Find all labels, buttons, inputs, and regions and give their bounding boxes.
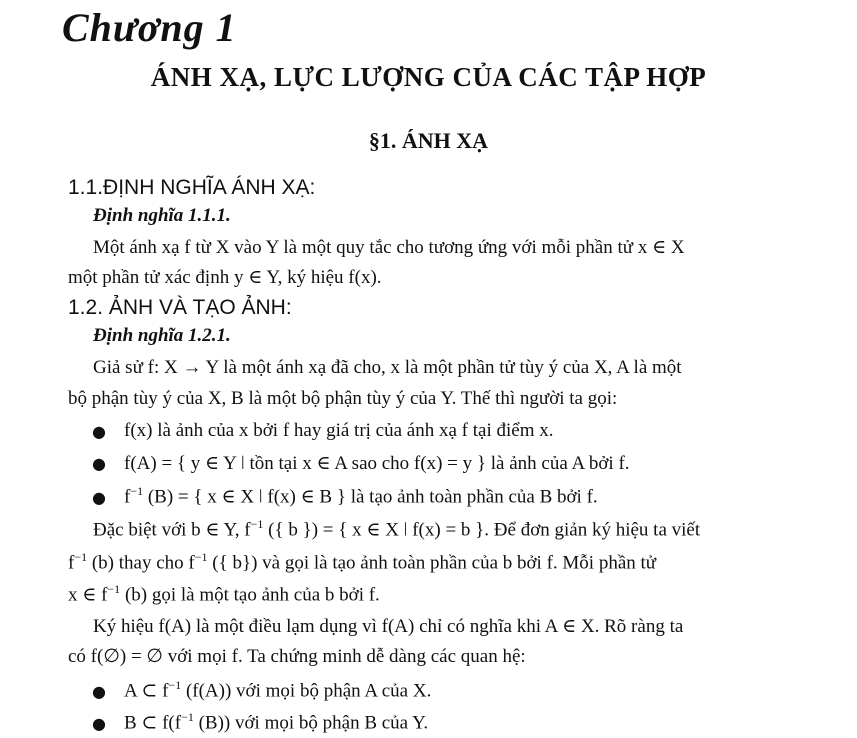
paragraph-line: Một ánh xạ f từ X vào Y là một quy tắc cho tương ứng với mỗi phần tử x ∈ X [93,237,685,258]
heading-1-1: 1.1.ĐỊNH NGHĨA ÁNH XẠ: [68,176,316,199]
definition-1-1-1-label: Định nghĩa 1.1.1. [93,205,231,226]
section-title: §1. ÁNH XẠ [368,128,489,153]
bullet-icon: ● [92,682,106,701]
paragraph-line: có f(∅) = ∅ với mọi f. Ta chứng minh dễ dàng các quan hệ: [68,646,526,667]
paragraph-line: Giả sử f: X → Y là một ánh xạ đã cho, x là một phần tử tùy ý của X, A là một [93,357,682,378]
list-item: A ⊂ $f^{-1}$ (f(A)) với mọi bộ phận A của X. [124,678,432,702]
bullet-icon: ● [92,454,106,473]
paragraph-line: $f^{-1}$ (b) thay cho $f^{-1}$ ({ b}) và gọi là tạo ảnh toàn phần của b bởi f. Mỗi phần tử [68,550,657,574]
heading-1-2: 1.2. ẢNH VÀ TẠO ẢNH: [68,296,292,319]
paragraph-line: một phần tử xác định y ∈ Y, ký hiệu f(x). [68,267,382,288]
paragraph-line: Ký hiệu f(A) là một điều lạm dụng vì f(A) chỉ có nghĩa khi A ∈ X. Rõ ràng ta [93,616,684,637]
paragraph-line: Đặc biệt với b ∈ Y, $f^{-1}$ ({ b }) = { x ∈ X ǀ f(x) = b }. Để đơn giản ký hiệu ta viết [93,517,701,541]
bullet-icon: ● [92,488,106,507]
bullet-icon: ● [92,422,106,441]
list-item: B ⊂ $f(f^{-1}$ (B)) với mọi bộ phận B của Y. [124,710,429,734]
definition-1-2-1-label: Định nghĩa 1.2.1. [93,325,231,346]
paragraph-line: x ∈ $f^{-1}$ (b) gọi là một tạo ảnh của b bởi f. [68,582,380,606]
paragraph-line: bộ phận tùy ý của X, B là một bộ phận tùy ý của Y. Thế thì người ta gọi: [68,388,618,409]
bullet-icon: ● [92,714,106,733]
list-item: f(A) = { y ∈ Y ǀ tồn tại x ∈ A sao cho f(x) = y } là ảnh của A bởi f. [124,453,630,474]
list-item: f(x) là ảnh của x bởi f hay giá trị của ánh xạ f tại điểm x. [124,420,554,441]
list-item: $f^{-1}$ (B) = { x ∈ X ǀ f(x) ∈ B } là tạo ảnh toàn phần của B bởi f. [124,484,598,508]
chapter-title: Chương 1 [62,5,237,50]
main-title: ÁNH XẠ, LỰC LƯỢNG CỦA CÁC TẬP HỢP [150,62,707,92]
